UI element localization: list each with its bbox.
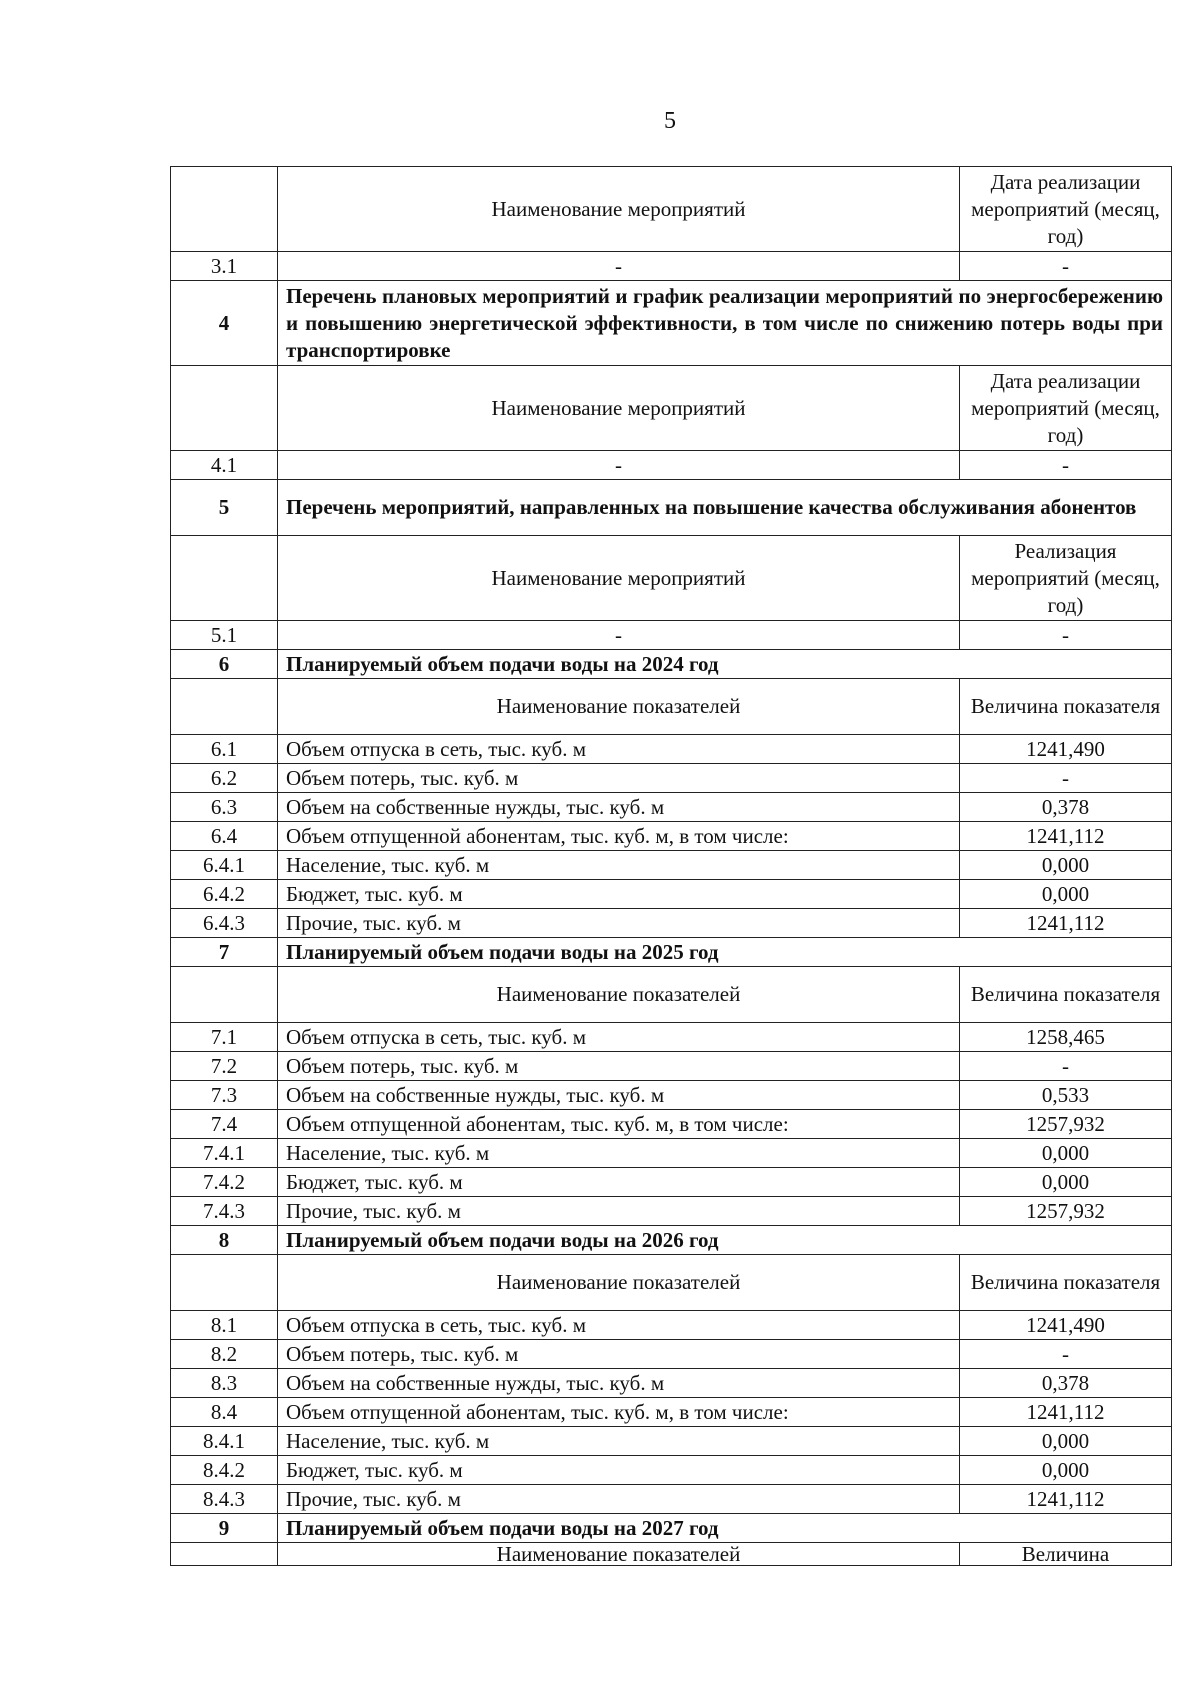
row-value: 1241,112 (960, 1485, 1172, 1514)
table-row (171, 1052, 1172, 1081)
row-number (171, 536, 278, 621)
row-value: 1241,490 (960, 735, 1172, 764)
column-header-value: Величина показателя (960, 1255, 1172, 1311)
column-header-name: Наименование показателей (278, 679, 960, 735)
section-row (171, 938, 1172, 967)
row-number: 8.2 (171, 1340, 278, 1369)
section-title: Планируемый объем подачи воды на 2024 год (278, 650, 1172, 679)
row-number: 6.4.1 (171, 851, 278, 880)
header-row (171, 1255, 1172, 1311)
table-row (171, 851, 1172, 880)
column-header-name: Наименование показателей (278, 1255, 960, 1311)
section-number: 4 (171, 281, 278, 366)
table-row (171, 1485, 1172, 1514)
row-number: 6.1 (171, 735, 278, 764)
section-row (171, 281, 1172, 366)
section-number: 9 (171, 1514, 278, 1543)
row-name: Прочие, тыс. куб. м (278, 909, 960, 938)
header-row (171, 366, 1172, 451)
measures-table (170, 166, 1172, 1566)
row-name: Объем отпущенной абонентам, тыс. куб. м, в том числе: (278, 1110, 960, 1139)
column-header-name: Наименование мероприятий (278, 167, 960, 252)
table-row (171, 1023, 1172, 1052)
row-number: 7.4.2 (171, 1168, 278, 1197)
row-value: - (960, 764, 1172, 793)
row-name: Население, тыс. куб. м (278, 1139, 960, 1168)
row-number: 8.4.3 (171, 1485, 278, 1514)
row-value: - (960, 1052, 1172, 1081)
section-title: Перечень мероприятий, направленных на повышение качества обслуживания абонентов (278, 480, 1172, 536)
row-name: Объем отпуска в сеть, тыс. куб. м (278, 1023, 960, 1052)
row-number: 7.2 (171, 1052, 278, 1081)
column-header-value: Реализация мероприятий (месяц, год) (960, 536, 1172, 621)
table-row (171, 1110, 1172, 1139)
row-value: 0,000 (960, 1427, 1172, 1456)
section-number: 7 (171, 938, 278, 967)
row-number: 8.4.2 (171, 1456, 278, 1485)
page-number: 5 (664, 108, 676, 134)
table-row (171, 1427, 1172, 1456)
row-value: - (960, 621, 1172, 650)
row-name: Объем потерь, тыс. куб. м (278, 1340, 960, 1369)
table-row (171, 621, 1172, 650)
row-name: Население, тыс. куб. м (278, 851, 960, 880)
row-number: 7.4 (171, 1110, 278, 1139)
column-header-value: Величина показателя (960, 967, 1172, 1023)
row-number (171, 1543, 278, 1566)
row-name: Объем на собственные нужды, тыс. куб. м (278, 793, 960, 822)
row-name: Объем на собственные нужды, тыс. куб. м (278, 1081, 960, 1110)
column-header-name: Наименование показателей (278, 1543, 960, 1566)
row-value: - (960, 451, 1172, 480)
table-row (171, 764, 1172, 793)
row-value: 0,378 (960, 1369, 1172, 1398)
row-value: 1257,932 (960, 1110, 1172, 1139)
row-number: 7.4.3 (171, 1197, 278, 1226)
row-number (171, 167, 278, 252)
section-title: Планируемый объем подачи воды на 2026 год (278, 1226, 1172, 1255)
row-number: 5.1 (171, 621, 278, 650)
table-row (171, 1369, 1172, 1398)
section-row (171, 1514, 1172, 1543)
header-row (171, 536, 1172, 621)
column-header-name: Наименование мероприятий (278, 366, 960, 451)
section-row (171, 480, 1172, 536)
row-number: 7.3 (171, 1081, 278, 1110)
row-value: 1241,112 (960, 1398, 1172, 1427)
row-number: 6.4.3 (171, 909, 278, 938)
row-value: 0,000 (960, 880, 1172, 909)
row-number (171, 366, 278, 451)
header-row (171, 679, 1172, 735)
table-row (171, 1081, 1172, 1110)
table-row (171, 1139, 1172, 1168)
row-value: 1241,112 (960, 909, 1172, 938)
row-number: 8.4.1 (171, 1427, 278, 1456)
column-header-value: Дата реализации мероприятий (месяц, год) (960, 167, 1172, 252)
table-row (171, 1197, 1172, 1226)
header-row (171, 967, 1172, 1023)
section-title: Планируемый объем подачи воды на 2027 год (278, 1514, 1172, 1543)
row-value: 0,533 (960, 1081, 1172, 1110)
row-name: - (278, 451, 960, 480)
column-header-value: Величина (960, 1543, 1172, 1566)
row-number: 6.4.2 (171, 880, 278, 909)
row-value: 0,000 (960, 1456, 1172, 1485)
column-header-value: Дата реализации мероприятий (месяц, год) (960, 366, 1172, 451)
row-number (171, 1255, 278, 1311)
table-row (171, 1456, 1172, 1485)
row-number (171, 967, 278, 1023)
section-row (171, 650, 1172, 679)
row-number: 7.1 (171, 1023, 278, 1052)
row-number (171, 679, 278, 735)
row-value: 0,000 (960, 1168, 1172, 1197)
row-name: Бюджет, тыс. куб. м (278, 1456, 960, 1485)
column-header-name: Наименование показателей (278, 967, 960, 1023)
table-row (171, 1398, 1172, 1427)
table-row (171, 880, 1172, 909)
table-row (171, 451, 1172, 480)
row-number: 3.1 (171, 252, 278, 281)
section-title: Планируемый объем подачи воды на 2025 год (278, 938, 1172, 967)
row-name: Объем на собственные нужды, тыс. куб. м (278, 1369, 960, 1398)
row-value: 1241,112 (960, 822, 1172, 851)
row-number: 4.1 (171, 451, 278, 480)
table-row (171, 822, 1172, 851)
column-header-value: Величина показателя (960, 679, 1172, 735)
table-row (171, 1168, 1172, 1197)
row-name: - (278, 621, 960, 650)
section-number: 8 (171, 1226, 278, 1255)
section-row (171, 1226, 1172, 1255)
row-value: - (960, 252, 1172, 281)
table-row (171, 735, 1172, 764)
row-value: 0,000 (960, 1139, 1172, 1168)
row-number: 6.3 (171, 793, 278, 822)
section-title: Перечень плановых мероприятий и график реализации мероприятий по энергосбережению и повышению энергетической эффективности, в том числе по снижению потерь воды при транспортировке (278, 281, 1172, 366)
row-name: Прочие, тыс. куб. м (278, 1485, 960, 1514)
row-number: 7.4.1 (171, 1139, 278, 1168)
row-number: 8.4 (171, 1398, 278, 1427)
row-number: 8.1 (171, 1311, 278, 1340)
row-value: 0,378 (960, 793, 1172, 822)
row-name: Объем потерь, тыс. куб. м (278, 1052, 960, 1081)
row-name: Объем отпущенной абонентам, тыс. куб. м, в том числе: (278, 1398, 960, 1427)
row-number: 6.4 (171, 822, 278, 851)
table-row (171, 793, 1172, 822)
table-row (171, 252, 1172, 281)
row-name: Объем отпуска в сеть, тыс. куб. м (278, 1311, 960, 1340)
table-row (171, 909, 1172, 938)
table-row (171, 1311, 1172, 1340)
row-value: - (960, 1340, 1172, 1369)
header-row (171, 167, 1172, 252)
row-value: 1241,490 (960, 1311, 1172, 1340)
row-name: Население, тыс. куб. м (278, 1427, 960, 1456)
section-number: 6 (171, 650, 278, 679)
row-name: - (278, 252, 960, 281)
row-value: 0,000 (960, 851, 1172, 880)
row-name: Бюджет, тыс. куб. м (278, 1168, 960, 1197)
row-name: Объем отпущенной абонентам, тыс. куб. м, в том числе: (278, 822, 960, 851)
row-value: 1258,465 (960, 1023, 1172, 1052)
section-number: 5 (171, 480, 278, 536)
header-row (171, 1543, 1172, 1566)
row-number: 6.2 (171, 764, 278, 793)
table-row (171, 1340, 1172, 1369)
row-name: Прочие, тыс. куб. м (278, 1197, 960, 1226)
row-name: Бюджет, тыс. куб. м (278, 880, 960, 909)
row-name: Объем отпуска в сеть, тыс. куб. м (278, 735, 960, 764)
row-number: 8.3 (171, 1369, 278, 1398)
row-name: Объем потерь, тыс. куб. м (278, 764, 960, 793)
column-header-name: Наименование мероприятий (278, 536, 960, 621)
row-value: 1257,932 (960, 1197, 1172, 1226)
